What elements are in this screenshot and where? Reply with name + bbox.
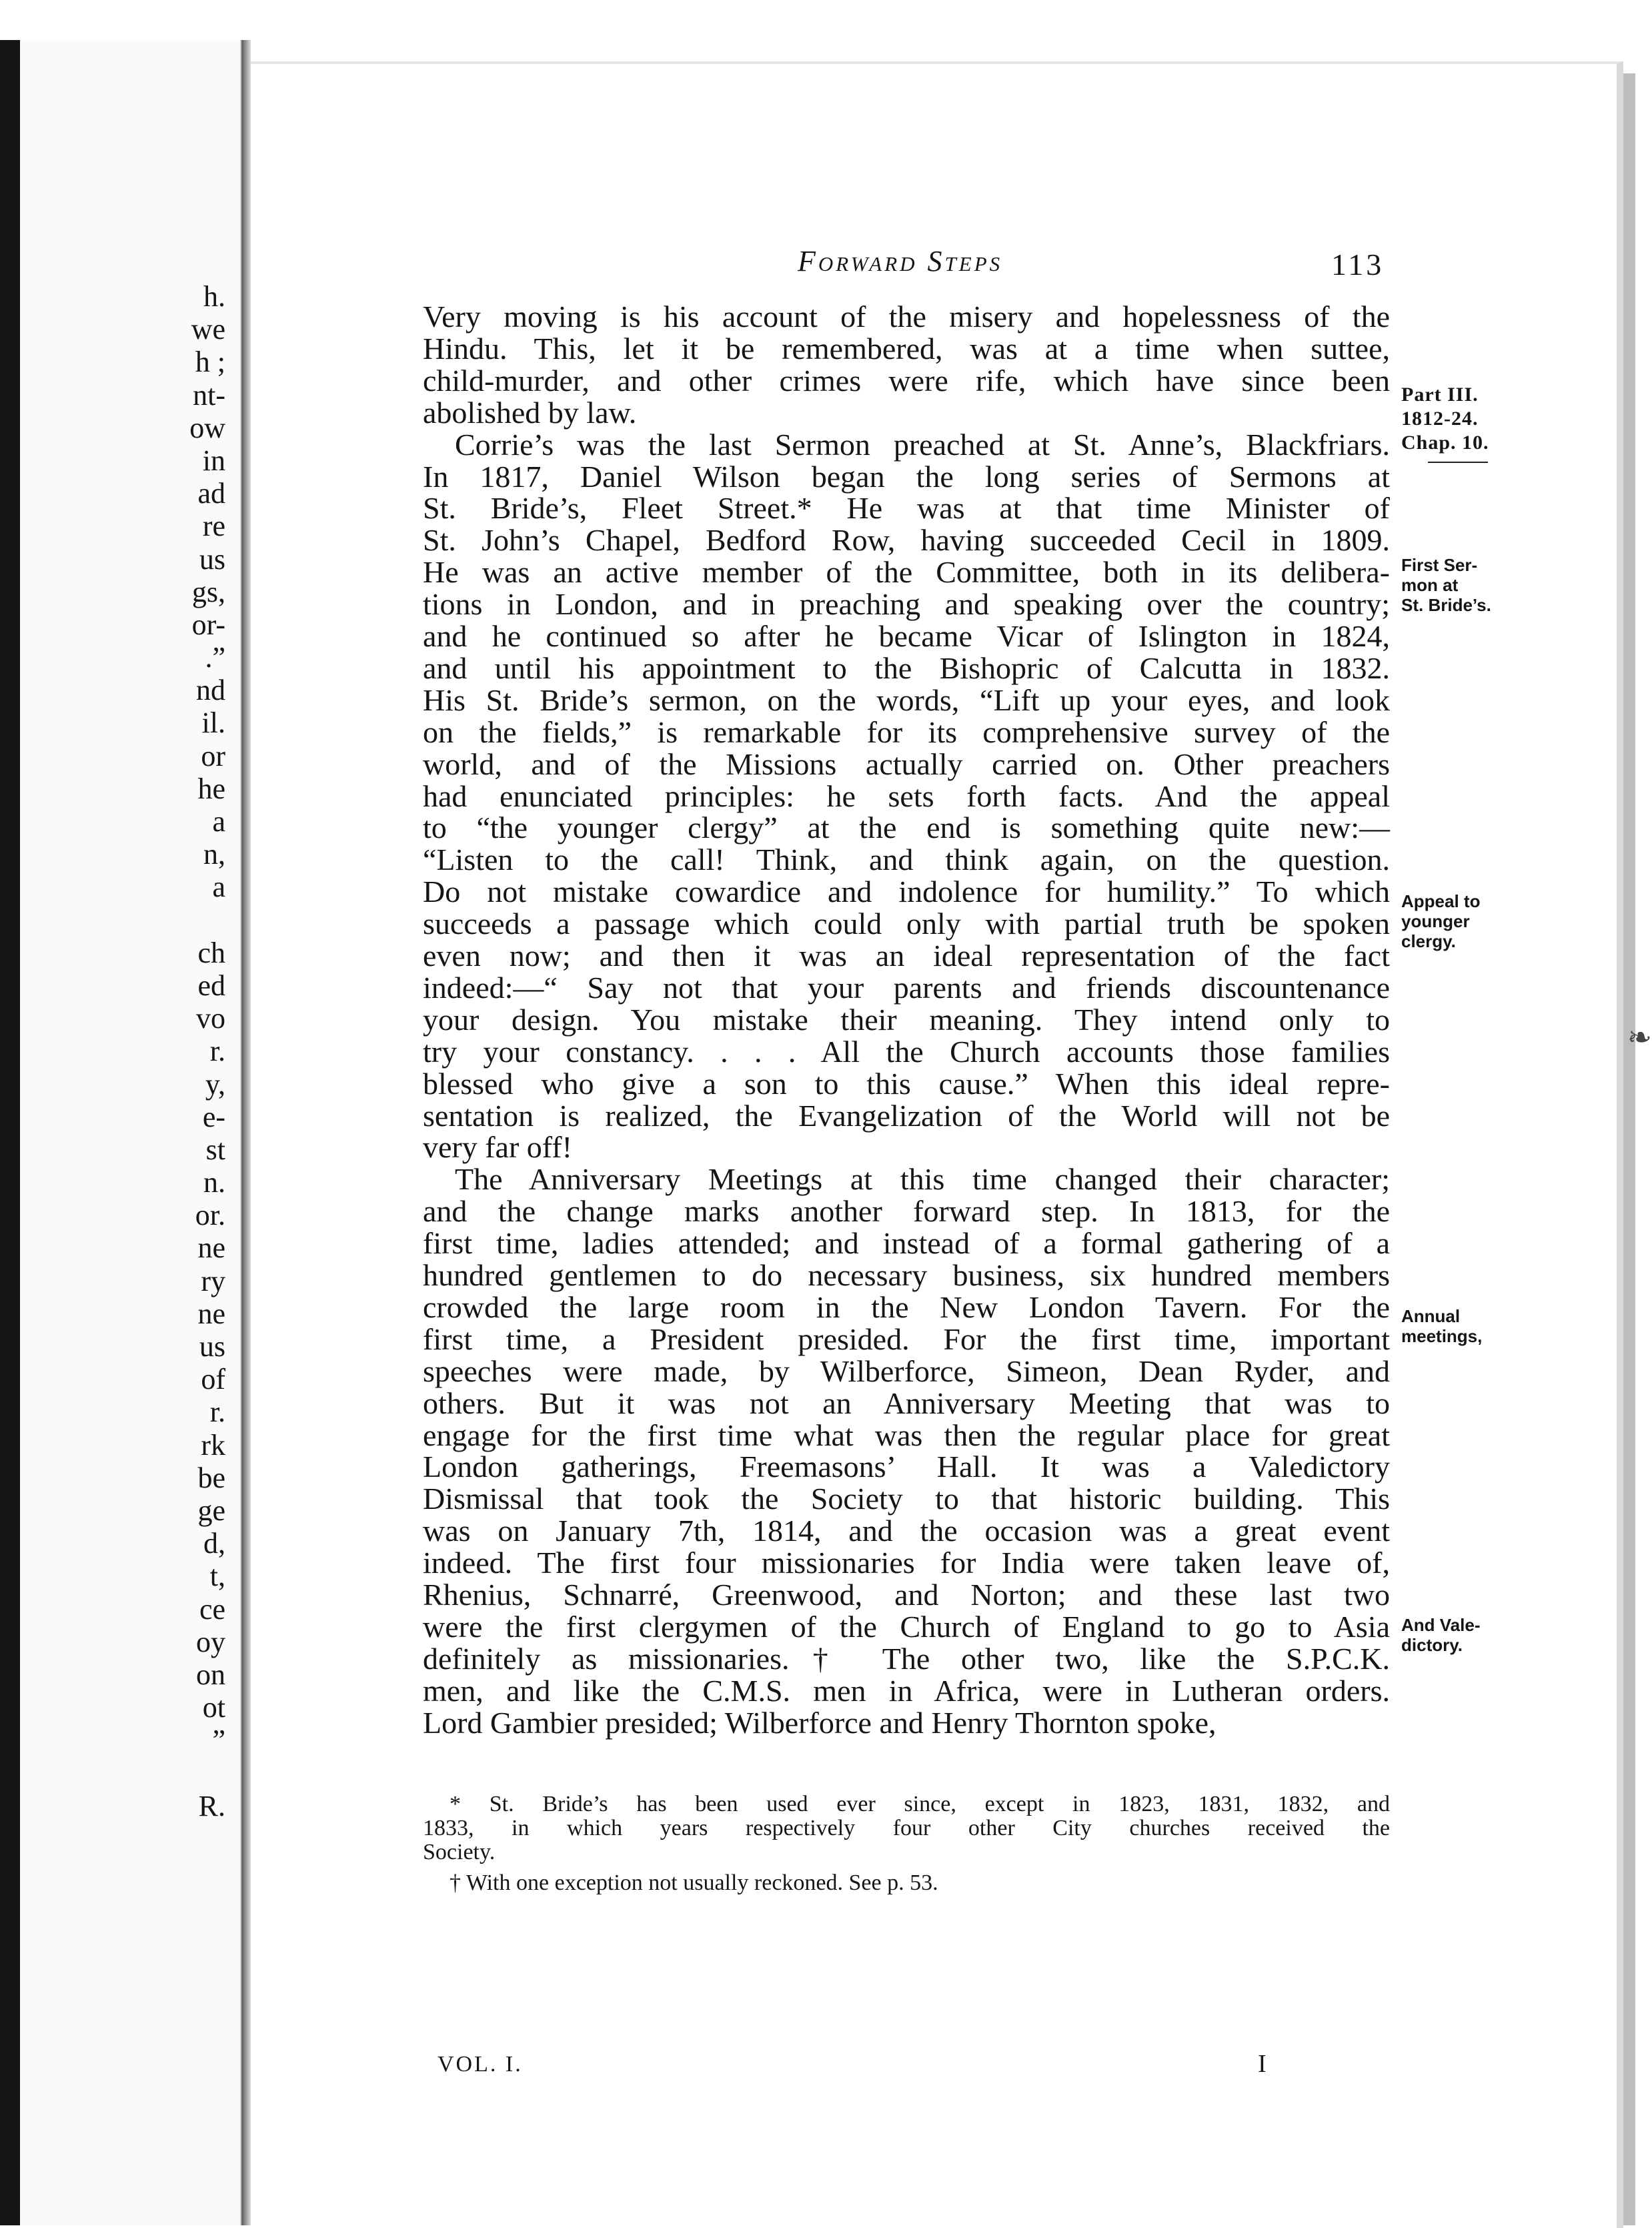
left-fragment: h ; [195, 346, 225, 379]
text-line: St. Bride’s, Fleet Street.* He was at that time Minister of [423, 491, 1390, 526]
margin-note-line: St. Bride’s. [1401, 595, 1491, 615]
footnote-line: † With one exception not usually reckoned. See p. 53. [450, 1870, 938, 1895]
text-line: London gatherings, Freemasons’ Hall. It was a Valedictory [423, 1450, 1390, 1484]
text-line: His St. Bride’s sermon, on the words, “Lift up your eyes, and look [423, 682, 1390, 717]
left-fragment: ot [202, 1691, 225, 1724]
text-line: sentation is realized, the Evangelization of the World will not be [423, 1098, 1390, 1133]
text-line: succeeds a passage which could only with partial truth be spoken [423, 907, 1390, 941]
margin-note-valedictory [1401, 1615, 1480, 1655]
text-line: men, and like the C.M.S. men in Africa, were in Lutheran orders. [423, 1673, 1390, 1708]
text-line: definitely as missionaries.† The other two, like the S.P.C.K. [423, 1641, 1390, 1676]
left-fragment: .” [205, 641, 225, 674]
left-fragment: r. [209, 1396, 225, 1429]
signature-volume: VOL. I. [438, 2052, 523, 2077]
left-fragment: or [201, 739, 225, 772]
text-line: crowded the large room in the New London Tavern. For the [423, 1289, 1390, 1324]
page-number: 113 [1331, 247, 1385, 282]
left-fragment: nt- [193, 378, 225, 412]
margin-note-line: First Ser- [1401, 555, 1478, 575]
text-line: indeed:—“ Say not that your parents and friends discountenance [423, 970, 1390, 1005]
left-fragment: gs, [191, 575, 225, 608]
text-line: were the first clergymen of the Church of England to go to Asia [423, 1609, 1390, 1644]
signature-mark: I [1258, 2050, 1267, 2078]
left-fragment: e- [202, 1100, 225, 1133]
left-fragment: r. [209, 1035, 225, 1068]
left-fragment: on [196, 1658, 225, 1691]
text-line: was on January 7th, 1814, and the occasion was a great event [423, 1514, 1390, 1548]
book-gutter [241, 40, 251, 2225]
margin-note-line: younger [1401, 911, 1470, 931]
text-line: abolished by law. [423, 395, 637, 430]
left-fragment: a [212, 805, 225, 838]
running-head: Forward Steps [798, 245, 1003, 277]
text-line: and the change marks another forward step. In 1813, for the [423, 1194, 1390, 1229]
text-line: The Anniversary Meetings at this time changed their character; [455, 1162, 1390, 1197]
left-fragment: d, [203, 1527, 225, 1560]
text-line: Very moving is his account of the misery and hopelessness of the [423, 300, 1390, 334]
left-fragment: rk [201, 1428, 225, 1462]
left-fragment: ge [197, 1494, 225, 1527]
text-line: hundred gentlemen to do necessary business, six hundred members [423, 1258, 1390, 1292]
margin-note-line: dictory. [1401, 1635, 1463, 1655]
text-line: others. But it was not an Anniversary Meeting that was to [423, 1385, 1390, 1420]
left-fragment: ry [201, 1264, 225, 1297]
left-fragment: we [191, 313, 225, 346]
left-fragment: ow [189, 411, 225, 444]
text-line: Hindu. This, let it be remembered, was at a time when suttee, [423, 331, 1390, 366]
left-fragment: a [212, 871, 225, 904]
left-fragment: n, [203, 838, 225, 871]
margin-note-line: Annual [1401, 1306, 1461, 1326]
text-line: St. John’s Chapel, Bedford Row, having succeeded Cecil in 1809. [423, 523, 1390, 558]
text-line: even now; and then it was an ideal representation of the fact [423, 939, 1390, 973]
margin-note-annual [1401, 1306, 1482, 1346]
ink-blot: ❧ [1627, 1021, 1652, 1054]
text-line: child-murder, and other crimes were rife, which have since been [423, 363, 1390, 398]
left-fragment: ce [199, 1592, 225, 1626]
left-fragment: ch [197, 936, 225, 969]
left-fragment [189, 1756, 225, 1789]
left-fragment: of [201, 1363, 225, 1396]
left-fragment: be [197, 1461, 225, 1494]
text-line: on the fields,” is remarkable for its comprehensive survey of the [423, 714, 1390, 749]
text-line: Corrie’s was the last Sermon preached at St. Anne’s, Blackfriars. [455, 427, 1390, 462]
text-line: Dismissal that took the Society to that historic building. This [423, 1482, 1390, 1516]
left-fragment: ne [197, 1231, 225, 1265]
left-fragment: he [197, 772, 225, 805]
left-fragment: il. [201, 706, 225, 740]
margin-note-line: clergy. [1401, 931, 1456, 951]
text-line: Rhenius, Schnarré, Greenwood, and Norton; and these last two [423, 1578, 1390, 1612]
left-fragment: re [202, 510, 225, 543]
previous-page-text-fragments [189, 280, 225, 1822]
margin-note-first-sermon [1401, 555, 1491, 615]
left-fragment: or. [195, 1199, 225, 1232]
left-fragment: ad [197, 477, 225, 510]
left-fragment [189, 904, 225, 937]
footnote-line: 1833, in which years respectively four other City churches received the [423, 1816, 1390, 1840]
left-fragment: n. [203, 1166, 225, 1199]
text-line: first time, a President presided. For the first time, important [423, 1321, 1390, 1356]
text-line: He was an active member of the Committee, both in its delibera- [423, 555, 1390, 590]
text-line: speeches were made, by Wilberforce, Simeon, Dean Ryder, and [423, 1353, 1390, 1388]
text-line: had enunciated principles: he sets forth facts. And the appeal [423, 778, 1390, 813]
footnote-line: Society. [423, 1840, 496, 1864]
left-fragment: vo [196, 1002, 225, 1035]
margin-note-line: mon at [1401, 575, 1459, 595]
margin-note-part [1401, 383, 1489, 463]
page-header [251, 244, 1617, 284]
margin-note-line: Part III. [1401, 384, 1479, 406]
left-fragment: or- [191, 608, 225, 641]
footnote-line: * St. Bride’s has been used ever since, except in 1823, 1831, 1832, and [450, 1792, 1390, 1816]
left-fragment: oy [196, 1625, 225, 1658]
text-line: In 1817, Daniel Wilson began the long series of Sermons at [423, 459, 1390, 494]
text-line: and he continued so after he became Vicar of Islington in 1824, [423, 619, 1390, 653]
left-fragment: R. [198, 1789, 225, 1822]
text-line: “Listen to the call! Think, and think again, on the question. [423, 843, 1390, 877]
text-line: tions in London, and in preaching and speaking over the country; [423, 587, 1390, 622]
text-line: blessed who give a son to this cause.” When this ideal repre- [423, 1066, 1390, 1101]
margin-note-line: meetings, [1401, 1326, 1483, 1346]
left-fragment: y, [205, 1067, 225, 1101]
left-fragment: ed [197, 969, 225, 1002]
page-edge-shadow [0, 40, 20, 2225]
previous-page-strip [0, 40, 242, 2225]
left-fragment: ” [212, 1724, 225, 1757]
margin-note-line: Appeal to [1401, 891, 1481, 911]
left-fragment: ne [197, 1297, 225, 1330]
left-fragment: st [205, 1133, 225, 1166]
margin-note-line: 1812-24. [1401, 408, 1479, 430]
book-page [251, 61, 1623, 2228]
margin-note-line: Chap. 10. [1401, 432, 1489, 454]
margin-rule [1428, 462, 1488, 463]
text-line: world, and of the Missions actually carried on. Other preachers [423, 746, 1390, 781]
text-line: indeed. The first four missionaries for India were taken leave of, [423, 1546, 1390, 1580]
text-line: Do not mistake cowardice and indolence for humility.” To which [423, 875, 1390, 909]
text-line: very far off! [423, 1130, 572, 1165]
left-fragment: us [199, 542, 225, 576]
margin-note-line: And Vale- [1401, 1615, 1481, 1635]
left-fragment: h. [203, 280, 225, 313]
left-fragment: in [202, 444, 225, 477]
text-line: to “the younger clergy” at the end is something quite new:— [423, 810, 1390, 845]
text-line: engage for the first time what was then the regular place for great [423, 1418, 1390, 1452]
margin-note-appeal [1401, 891, 1480, 951]
left-fragment: us [199, 1330, 225, 1363]
text-line: your design. You mistake their meaning. They intend only to [423, 1002, 1390, 1037]
text-line: first time, ladies attended; and instead of a formal gathering of a [423, 1226, 1390, 1261]
left-fragment: t, [209, 1560, 225, 1593]
left-fragment: nd [196, 674, 225, 707]
text-line: try your constancy. . . . All the Church accounts those families [423, 1034, 1390, 1069]
text-line: Lord Gambier presided; Wilberforce and Henry Thornton spoke, [423, 1705, 1216, 1740]
text-line: and until his appointment to the Bishopric of Calcutta in 1832. [423, 650, 1390, 685]
